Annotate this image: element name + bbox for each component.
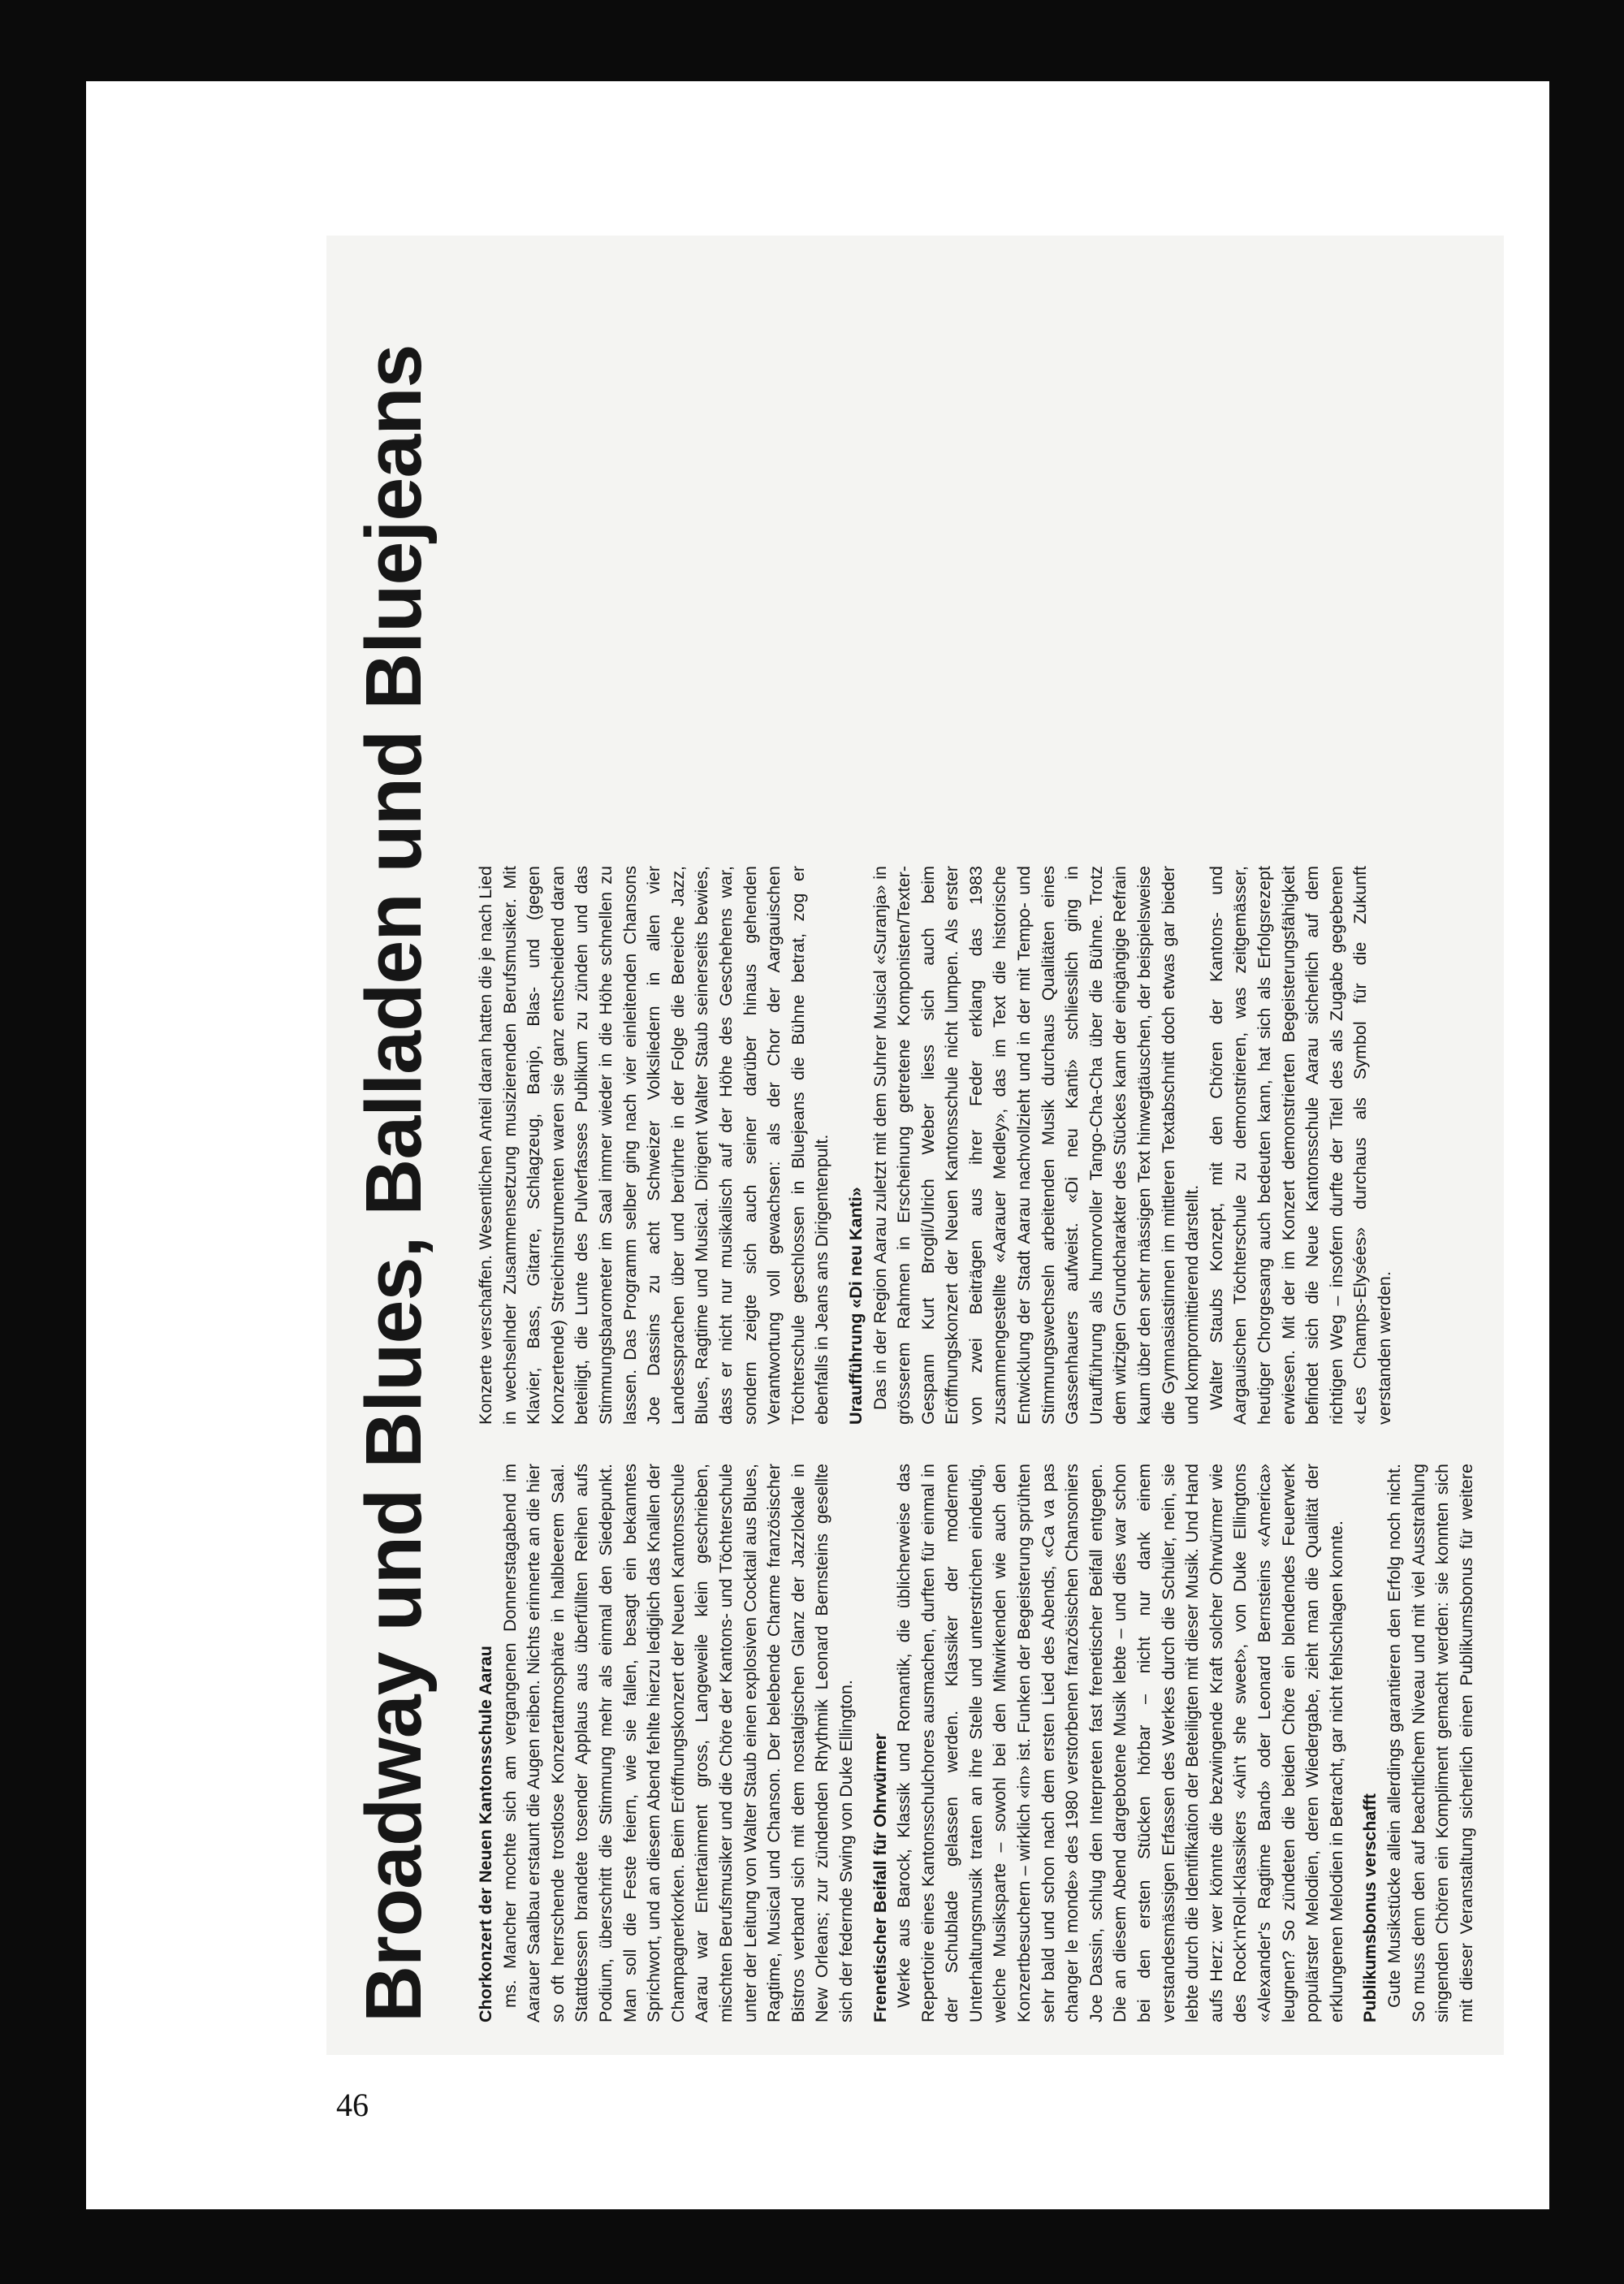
closing-paragraph: Walter Staubs Konzept, mit den Chören der Kantons- und Aargauischen Töchterschule zu demonstrieren, was zeitgemässer, heutiger Chorgesang auch bedeuten kann, hat sich als Erfolgsrezept erwiesen. Mit der im Konzert demonstrierten Begeisterungsfähigkeit befindet sich die Neue Kantonsschule Aarau sicherlich auf dem richtigen Weg – insofern durfte der Titel des als Zugabe gegebenen «Les Champs-Elysées» durchaus als Symbol für die Zukunft verstanden werden. bbox=[1206, 866, 1394, 1425]
section-heading-beifall: Frenetischer Beifall für Ohrwürmer bbox=[870, 1732, 890, 2022]
lead-heading: Chorkonzert der Neuen Kantonsschule Aarau bbox=[476, 1646, 495, 2022]
page-number: 46 bbox=[336, 2087, 369, 2123]
article-headline: Broadway und Blues, Balladen und Bluejeans bbox=[349, 344, 438, 2022]
section-paragraph-urauffuehrung: Das in der Region Aarau zuletzt mit dem Suhrer Musical «Suranja» in grösserem Rahmen in Erscheinung getretene Komponisten/Texter-Gespann Kurt Broglí/Ulrich Weber liess sich auch beim Eröffnungskonzert der Neuen Kantonsschule nicht lumpen. Als erster von zwei Beiträgen aus ihrer Feder erklang das 1983 zusammengestellte «Aarauer Medley», das im Text die historische Entwicklung der Stadt Aarau nachvollzieht und in der mit Tempo- und Stimmungswechseln arbeitenden Musik durchaus Qualitäten eines Gassenhauers aufweist. «Di neu Kanti» schliesslich ging in Uraufführung als humorvoller Tango-Cha-Cha über die Bühne. Trotz dem witzigen Grundcharakter des Stückes kann der eingängige Refrain kaum über den sehr mässigen Text hinwegtäuschen, der beispielsweise die Gymnasiastinnen im mittleren Textabschnitt doch etwas gar bieder und kompromittierend darstellt. bbox=[870, 866, 1203, 1425]
lead-paragraph: ms. Mancher mochte sich am vergangenen Donnerstagabend im Aarauer Saalbau erstaunt die Augen reiben. Nichts erinnerte an die hier so oft herrschende trostlose Konzertatmosphäre in halbleerem Saal. Stattdessen brandete tosender Applaus aus überfüllten Reihen aufs Podium, überschritt die Stimmung mehr als einmal den Siedepunkt. Man soll die Feste feiern, wie sie fallen, besagt ein bekanntes Sprichwort, und an diesem Abend fehlte hierzu lediglich das Knallen der Champagnerkorken. Beim Eröffnungskonzert der Neuen Kantonsschule Aarau war Entertainment gross, Langeweile klein geschrieben, mischten Berufsmusiker und die Chöre der Kantons- und Töchterschule unter der Leitung von Walter Staub einen explosiven Cocktail aus Blues, Ragtime, Musical und Chanson. Der belebende Charme französischer Bistros verband sich mit dem nostalgischen Glanz der Jazzlokale in New Orleans; zur zündenden Rhythmik Leonard Bernsteins gesellte sich der federnde Swing von Duke Ellington. bbox=[499, 1464, 856, 2022]
article-body bbox=[474, 268, 1481, 2022]
section-paragraph-publikumsbonus: Gute Musikstücke allein allerdings garantieren den Erfolg noch nicht. So muss denn den auf beachtlichem Niveau und mit viel Ausstrahlung singenden Chören ein Kompliment gemacht werden: sie konnten sich mit dieser Veranstaltung sicherlich einen Publikumsbonus für weitere Konzerte verschaffen. Wesentlichen Anteil daran hatten die je nach Lied in wechselnder Zusammensetzung musizierenden Berufsmusiker. Mit Klavier, Bass, Gitarre, Schlagzeug, Banjo, Blas- und (gegen Konzertende) Streichinstrumenten waren sie ganz entscheidend daran beteiligt, die Lunte des Pulverfasses Publikum zu zünden und das Stimmungsbarometer im Saal immer wieder in die Höhe schnellen zu lassen. Das Programm selber ging nach vier einleitenden Chansons Joe Dassins zu acht Schweizer Volksliedern in allen vier Landessprachen über und berührte in der Folge die Bereiche Jazz, Blues, Ragtime und Musical. Dirigent Walter Staub seinerseits bewies, dass er nicht nur musikalisch auf der Höhe des Geschehens war, sondern zeigte sich auch seiner darüber hinaus gehenden Verantwortung voll gewachsen: als der Chor der Aargauischen Töchterschule geschlossen in Bluejeans die Bühne betrat, zog er ebenfalls in Jeans ans Dirigentenpult. bbox=[476, 866, 1476, 2022]
rotated-article bbox=[326, 236, 1504, 2055]
newspaper-clipping bbox=[326, 236, 1504, 2055]
section-heading-publikumsbonus: Publikumsbonus verschafft bbox=[1360, 1793, 1380, 2022]
section-heading-urauffuehrung: Uraufführung «Di neu Kanti» bbox=[845, 1187, 866, 1425]
scanned-page bbox=[86, 81, 1549, 2209]
section-paragraph-beifall: Werke aus Barock, Klassik und Romantik, die üblicherweise das Repertoire eines Kantonsschulchores ausmachen, durften für einmal in der Schublade gelassen werden. Klassiker der modernen Unterhaltungsmusik traten an ihre Stelle und unterstrichen eindeutig, welche Musiksparte – sowohl bei den Mitwirkenden wie auch den Konzertbesuchern – wirklich «in» ist. Funken der Begeisterung sprühten sehr bald und schon nach dem ersten Lied des Abends, «Ca va pas changer le monde» des 1980 verstorbenen französischen Chansoniers Joe Dassin, schlug den Interpreten fast frenetischer Beifall entgegen. Die an diesem Abend dargebotene Musik lebte – und dies war schon bei den ersten Stücken hörbar – nicht nur dank einem verstandesmässigen Erfassen des Werkes durch die Schüler, nein, sie lebte durch die Identifikation der Beteiligten mit dieser Musik. Und Hand aufs Herz: wer könnte die bezwingende Kraft solcher Ohrwürmer wie des Rock'n'Roll-Klassikers «Ain't she sweet», von Duke Ellingtons «Alexander's Ragtime Band» oder Leonard Bernsteins «America» leugnen? So zündeten die beiden Chöre ein blendendes Feuerwerk populärster Melodien, deren Wiedergabe, zieht man die Qualität der erklungenen Melodien in Betracht, gar nicht fehlschlagen konnte. bbox=[894, 1464, 1346, 2022]
